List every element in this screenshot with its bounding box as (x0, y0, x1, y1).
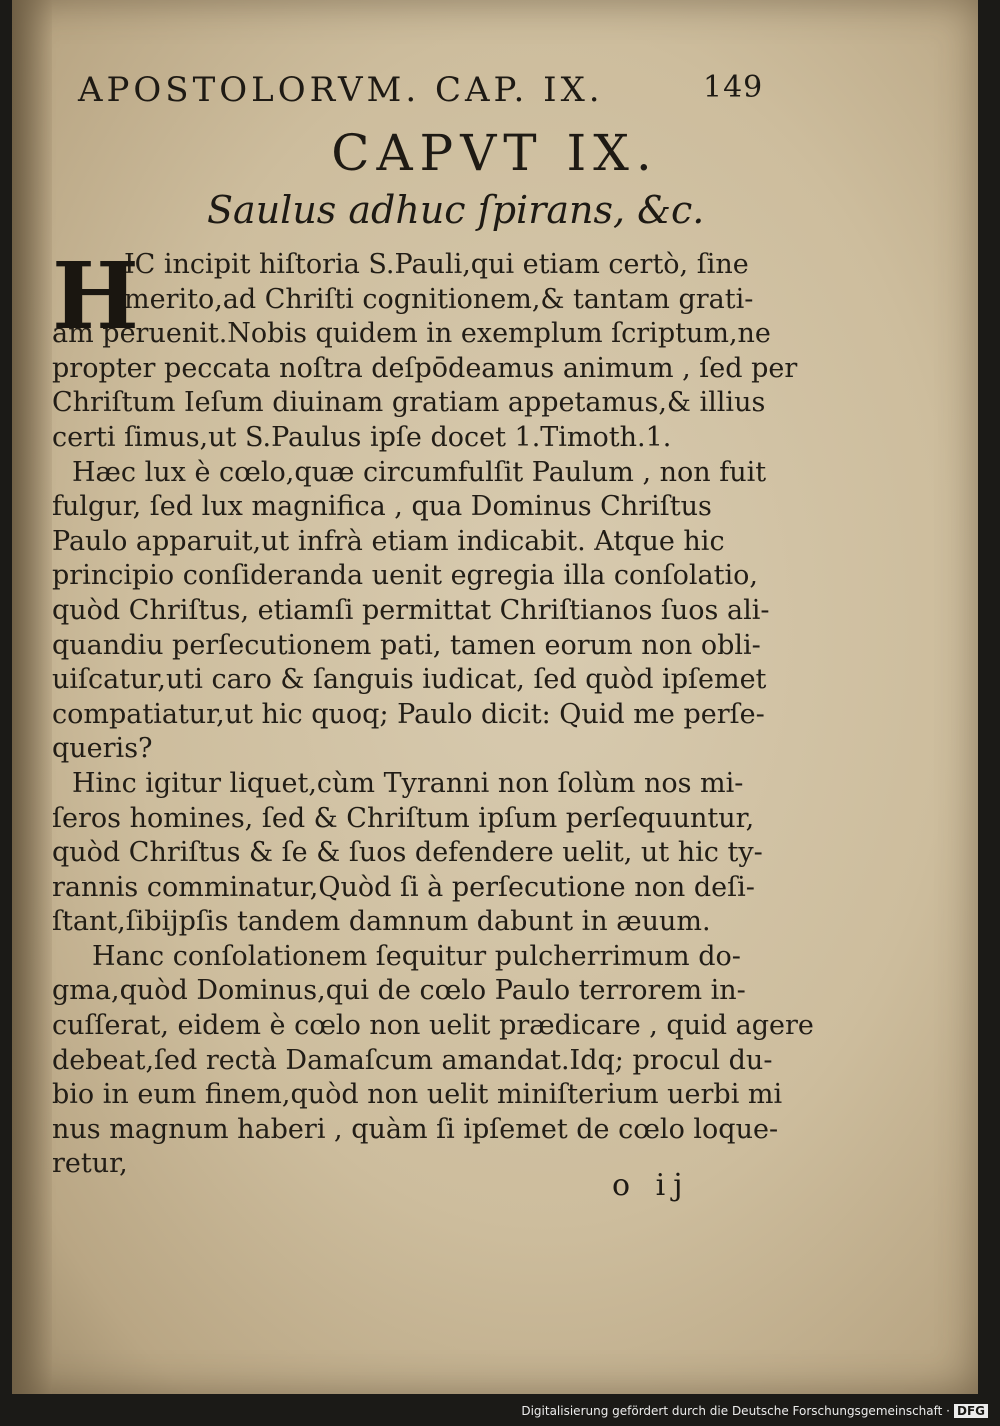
running-header (78, 70, 778, 110)
text-line: gma,quòd Dominus,qui de cœlo Paulo terrorem in- (52, 975, 746, 1007)
signature-mark: o ij (612, 1168, 691, 1203)
page-gutter-shadow (12, 0, 52, 1394)
text-line: Hinc igitur liquet,cùm Tyranni non ſolùm nos mi- (72, 767, 744, 799)
text-line: propter peccata noſtra deſpōdeamus animum , ſed per (52, 352, 798, 384)
text-line: Chriſtum Ieſum diuinam gratiam appetamus,& illius (52, 387, 766, 419)
text-line: nus magnum haberi , quàm ſi ipſemet de cœlo loque- (52, 1113, 779, 1145)
text-line: queris? (52, 733, 153, 765)
text-line: uiſcatur,uti caro & ſanguis iudicat, ſed quòd ipſemet (52, 664, 767, 696)
drop-cap: H (52, 242, 139, 350)
running-title: APOSTOLORVM. CAP. IX. (78, 70, 604, 110)
text-line: Hanc conſolationem ſequitur pulcherrimum do- (92, 940, 741, 972)
text-line: am peruenit.Nobis quidem in exemplum ſcriptum,ne (52, 318, 771, 350)
body-text (52, 242, 814, 1182)
text-line: principio conſideranda uenit egregia illa conſolatio, (52, 560, 758, 592)
text-line: quòd Chriſtus, etiamſi permittat Chriſtianos ſuos ali- (52, 594, 770, 626)
text-line: ſtant,ſibijpſis tandem damnum dabunt in æuum. (52, 906, 711, 938)
text-line: fulgur, ſed lux magnifica , qua Dominus Chriſtus (52, 491, 712, 523)
dfg-logo-icon: DFG (954, 1404, 988, 1418)
digitization-footer (521, 1404, 988, 1418)
text-line: retur, (52, 1148, 128, 1180)
text-line: cuſſerat, eidem è cœlo non uelit prædicare , quid agere (52, 1010, 814, 1042)
text-line: quandiu perſecutionem pati, tamen eorum non obli- (52, 629, 761, 661)
text-line: bio in eum finem,quòd non uelit miniſterium uerbi mi (52, 1079, 783, 1111)
text-line: merito,ad Chriſti cognitionem,& tantam grati- (124, 283, 754, 315)
chapter-title: CAPVT IX. (331, 124, 659, 182)
text-line: IC incipit hiſtoria S.Pauli,qui etiam certò, ſine (124, 249, 749, 280)
text-line: compatiatur,ut hic quoq; Paulo dicit: Quid me perſe- (52, 698, 765, 730)
page-number: 149 (703, 70, 764, 105)
text-line: rannis comminatur,Quòd ſi à perſecutione non deſi- (52, 871, 755, 903)
chapter-subtitle: Saulus adhuc ſpirans, &c. (207, 188, 705, 232)
text-line: debeat,ſed rectà Damaſcum amandat.Idq; procul du- (52, 1044, 773, 1076)
text-line: Hæc lux è cœlo,quæ circumfulſit Paulum , non fuit (72, 456, 767, 488)
text-line: Paulo apparuit,ut infrà etiam indicabit. Atque hic (52, 525, 725, 557)
text-line: quòd Chriſtus & ſe & ſuos defendere uelit, ut hic ty- (52, 837, 763, 869)
text-line: certi ſimus,ut S.Paulus ipſe docet 1.Timoth.1. (52, 421, 672, 453)
text-line: ſeros homines, ſed & Chriſtum ipſum perſequuntur, (52, 802, 755, 834)
footer-credit: Digitalisierung gefördert durch die Deutsche Forschungsgemeinschaft · (521, 1404, 950, 1418)
book-page (12, 0, 978, 1394)
